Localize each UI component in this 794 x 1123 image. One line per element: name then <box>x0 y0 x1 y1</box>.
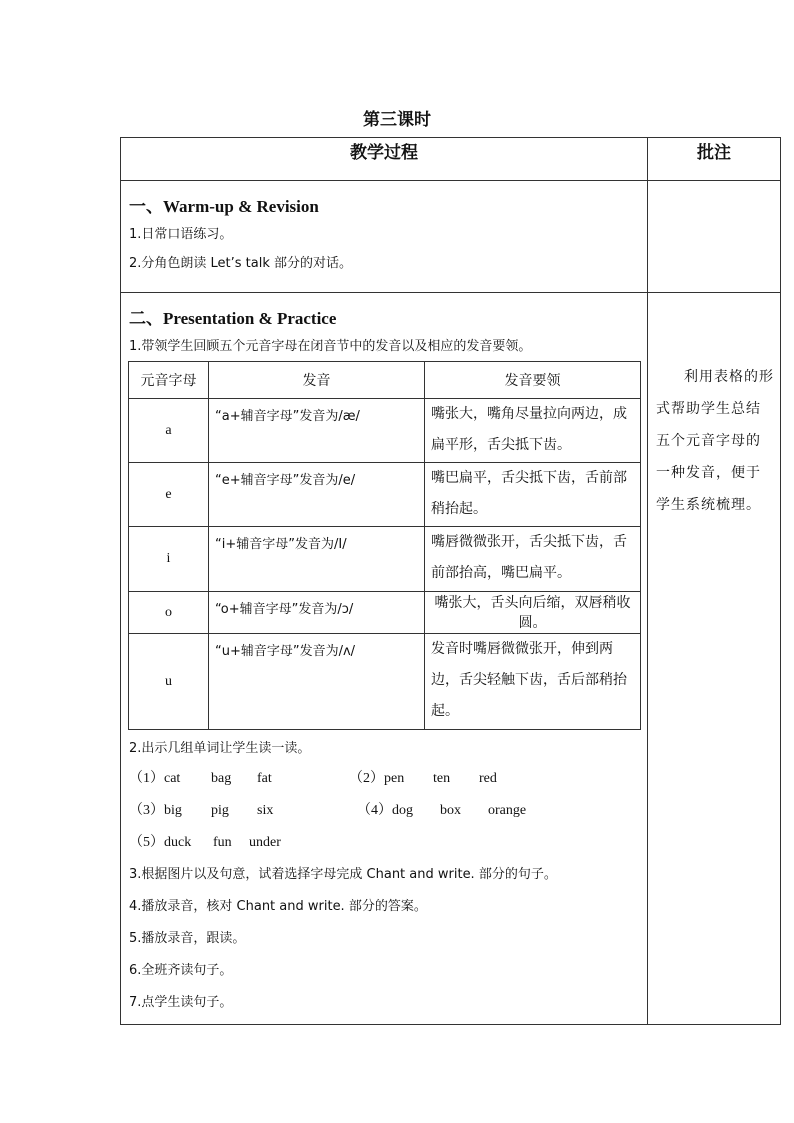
vowel-sound: “a+辅音字母”发音为/æ/ <box>209 399 425 463</box>
vowel-header-sound: 发音 <box>209 362 425 399</box>
section2-item-6: 6.全班齐读句子。 <box>129 963 233 978</box>
section2-heading: 二、Presentation & Practice <box>129 309 337 328</box>
process-column-header: 教学过程 <box>121 138 648 181</box>
page-title: 第三课时 <box>363 110 431 130</box>
vowel-tip: 嘴唇微微张开，舌尖抵下齿，舌前部抬高，嘴巴扁平。 <box>425 527 641 592</box>
lesson-table <box>120 137 781 1025</box>
vowel-letter: o <box>129 592 209 634</box>
teaching-note: 利用表格的形式帮助学生总结五个元音字母的一种发音，便于学生系统梳理。 <box>656 369 774 513</box>
vowel-tip: 发音时嘴唇微微张开，伸到两边，舌尖轻触下齿，舌后部稍抬起。 <box>425 634 641 730</box>
vowel-tip: 嘴巴扁平，舌尖抵下齿，舌前部稍抬起。 <box>425 463 641 527</box>
vowel-letter: a <box>129 399 209 463</box>
vowel-row-e <box>129 463 641 527</box>
word: orange <box>488 803 527 818</box>
vowel-sound: “o+辅音字母”发音为/ɔ/ <box>209 592 425 634</box>
section2-item-4: 4.播放录音，核对 Chant and write. 部分的答案。 <box>129 899 427 914</box>
word: red <box>479 771 497 786</box>
section2-item-2: 2.出示几组单词让学生读一读。 <box>129 741 311 756</box>
word-group-row <box>121 795 647 827</box>
section2-item-3: 3.根据图片以及句意，试着选择字母完成 Chant and write. 部分的句子。 <box>129 867 557 882</box>
section1-cell <box>121 181 648 293</box>
vowel-header-letter: 元音字母 <box>129 362 209 399</box>
section2-item-5: 5.播放录音，跟读。 <box>129 931 246 946</box>
word-group-row <box>121 763 647 795</box>
word: ten <box>433 771 451 786</box>
word: （3）big <box>129 803 182 818</box>
vowel-sound: “i+辅音字母”发音为/I/ <box>209 527 425 592</box>
word: （4）dog <box>357 803 413 818</box>
word: （2）pen <box>349 771 405 786</box>
word: （5）duck <box>129 835 192 850</box>
word: pig <box>211 803 229 818</box>
word: bag <box>211 771 232 786</box>
word: fat <box>257 771 272 786</box>
vowel-sound: “u+辅音字母”发音为/ʌ/ <box>209 634 425 730</box>
vowel-table-header <box>129 362 641 399</box>
vowel-row-u <box>129 634 641 730</box>
section1-item-2: 2.分角色朗读 Let’s talk 部分的对话。 <box>129 256 353 271</box>
word: six <box>257 803 274 818</box>
vowel-table <box>128 361 641 730</box>
table-header-row <box>121 138 781 181</box>
word: （1）cat <box>129 771 181 786</box>
vowel-header-tip: 发音要领 <box>425 362 641 399</box>
vowel-letter: e <box>129 463 209 527</box>
section1-item-1: 1.日常口语练习。 <box>129 227 233 242</box>
section1-heading: 一、Warm-up & Revision <box>129 197 319 216</box>
word: box <box>440 803 461 818</box>
section2-cell <box>121 293 648 1025</box>
vowel-row-i <box>129 527 641 592</box>
vowel-letter: u <box>129 634 209 730</box>
vowel-sound: “e+辅音字母”发音为/e/ <box>209 463 425 527</box>
section2-notes-cell <box>648 293 781 1025</box>
vowel-letter: i <box>129 527 209 592</box>
vowel-row-a <box>129 399 641 463</box>
section1-row <box>121 181 781 293</box>
word: under <box>249 835 281 850</box>
vowel-tip: 嘴张大，舌头向后缩，双唇稍收圆。 <box>425 592 641 634</box>
vowel-tip: 嘴张大，嘴角尽量拉向两边，成扁平形，舌尖抵下齿。 <box>425 399 641 463</box>
notes-column-header: 批注 <box>648 138 781 181</box>
word-group-row <box>121 827 647 859</box>
section2-item-7: 7.点学生读句子。 <box>129 995 233 1010</box>
section2-intro: 1.带领学生回顾五个元音字母在闭音节中的发音以及相应的发音要领。 <box>129 339 532 354</box>
section2-row <box>121 293 781 1025</box>
section1-notes-cell <box>648 181 781 293</box>
vowel-row-o <box>129 592 641 634</box>
word: fun <box>213 835 232 850</box>
